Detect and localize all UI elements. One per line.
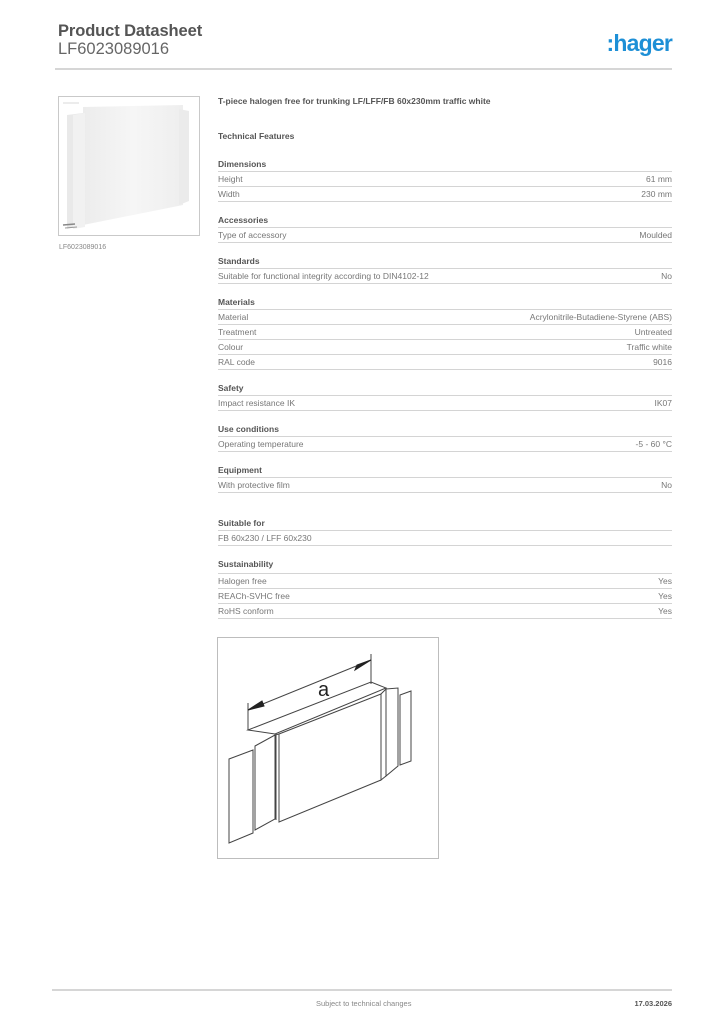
spec-row bbox=[218, 604, 672, 619]
section-title: Accessories bbox=[218, 214, 672, 228]
spec-value: Untreated bbox=[634, 327, 672, 337]
spec-label: Operating temperature bbox=[218, 439, 304, 449]
footer-date: 17.03.2026 bbox=[634, 999, 672, 1008]
section-title: Materials bbox=[218, 296, 672, 310]
section-sustainability bbox=[218, 558, 672, 619]
section-suitable-for bbox=[218, 517, 672, 546]
suitable-for-value: FB 60x230 / LFF 60x230 bbox=[218, 533, 312, 543]
spec-label: RAL code bbox=[218, 357, 256, 367]
spec-label: Height bbox=[218, 174, 243, 184]
spec-row bbox=[218, 187, 672, 202]
technical-features-title: Technical Features bbox=[218, 131, 295, 141]
spec-row bbox=[218, 478, 672, 493]
spec-label: Material bbox=[218, 312, 249, 322]
spec-label: With protective film bbox=[218, 480, 290, 490]
spec-row bbox=[218, 340, 672, 355]
header-divider bbox=[55, 68, 672, 70]
section-title: Suitable for bbox=[218, 517, 672, 531]
section-safety bbox=[218, 382, 672, 411]
section-accessories bbox=[218, 214, 672, 243]
footer-note: Subject to technical changes bbox=[316, 999, 412, 1008]
product-image-caption: LF6023089016 bbox=[59, 244, 107, 251]
spec-value: No bbox=[661, 480, 672, 490]
spec-value: Yes bbox=[658, 606, 672, 616]
spec-value: 230 mm bbox=[641, 189, 672, 199]
spec-value: -5 - 60 °C bbox=[635, 439, 672, 449]
spec-row bbox=[218, 310, 672, 325]
product-code: LF6023089016 bbox=[58, 40, 170, 58]
spec-label: Treatment bbox=[218, 327, 257, 337]
spec-value: No bbox=[661, 271, 672, 281]
section-title: Use conditions bbox=[218, 423, 672, 437]
section-dimensions bbox=[218, 158, 672, 202]
spec-label: RoHS conform bbox=[218, 606, 274, 616]
t-piece-drawing-icon bbox=[218, 638, 440, 860]
spec-row bbox=[218, 269, 672, 284]
spec-label: Halogen free bbox=[218, 576, 267, 586]
document-title: Product Datasheet bbox=[58, 22, 203, 40]
section-materials bbox=[218, 296, 672, 370]
product-image bbox=[58, 96, 200, 236]
spec-label: Width bbox=[218, 189, 240, 199]
svg-text:a: a bbox=[318, 679, 330, 701]
section-use-conditions bbox=[218, 423, 672, 452]
spec-value: Yes bbox=[658, 576, 672, 586]
product-description: T-piece halogen free for trunking LF/LFF/FB 60x230mm traffic white bbox=[218, 96, 491, 106]
spec-value: 61 mm bbox=[646, 174, 672, 184]
spec-row bbox=[218, 228, 672, 243]
section-title: Equipment bbox=[218, 464, 672, 478]
spec-value: Traffic white bbox=[626, 342, 672, 352]
section-equipment bbox=[218, 464, 672, 493]
hager-logo: :hager bbox=[606, 30, 672, 56]
spec-label: Colour bbox=[218, 342, 244, 352]
spec-row bbox=[218, 531, 672, 546]
spec-row bbox=[218, 437, 672, 452]
spec-row bbox=[218, 355, 672, 370]
section-title: Sustainability bbox=[218, 558, 672, 574]
spec-label: Type of accessory bbox=[218, 230, 287, 240]
spec-row bbox=[218, 325, 672, 340]
footer-divider bbox=[52, 989, 672, 991]
spec-row bbox=[218, 574, 672, 589]
spec-value: IK07 bbox=[654, 398, 672, 408]
spec-value: Acrylonitrile-Butadiene-Styrene (ABS) bbox=[529, 312, 672, 322]
section-standards bbox=[218, 255, 672, 284]
spec-value: 9016 bbox=[653, 357, 672, 367]
spec-value: Moulded bbox=[639, 230, 672, 240]
section-title: Standards bbox=[218, 255, 672, 269]
technical-content bbox=[218, 95, 672, 655]
spec-label: Suitable for functional integrity according to DIN4102-12 bbox=[218, 271, 429, 281]
spec-label: REACh-SVHC free bbox=[218, 591, 290, 601]
page-header bbox=[58, 22, 672, 70]
section-title: Safety bbox=[218, 382, 672, 396]
spec-row bbox=[218, 172, 672, 187]
technical-drawing bbox=[217, 637, 439, 859]
spec-row bbox=[218, 589, 672, 604]
spec-row bbox=[218, 396, 672, 411]
section-title: Dimensions bbox=[218, 158, 672, 172]
spec-label: Impact resistance IK bbox=[218, 398, 296, 408]
t-piece-photo-icon bbox=[59, 97, 200, 236]
spec-value: Yes bbox=[658, 591, 672, 601]
